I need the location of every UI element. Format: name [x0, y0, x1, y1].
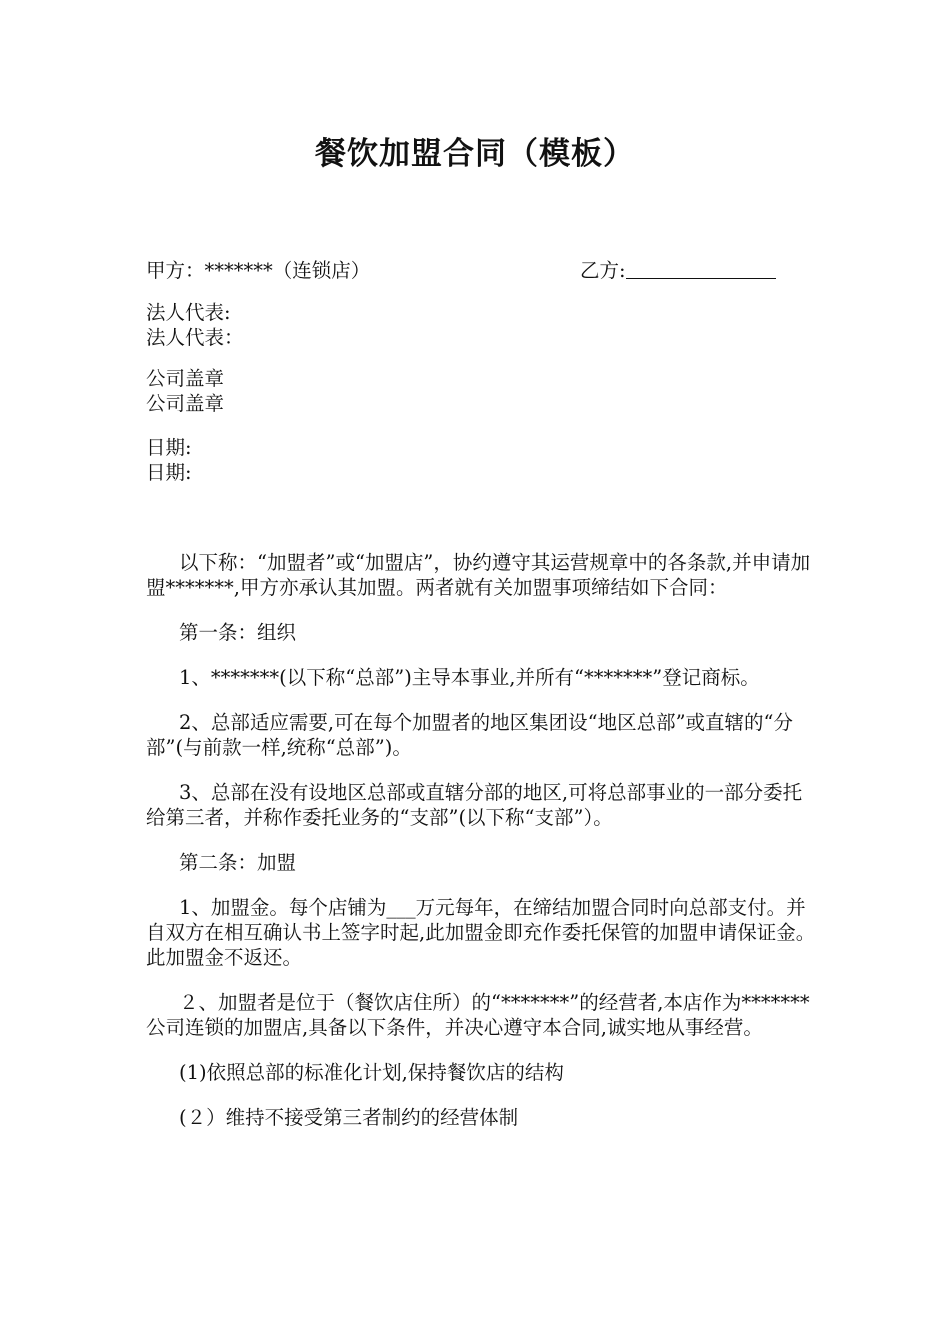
seal-1: 公司盖章 [146, 367, 225, 390]
article-2-item-1: (1)依照总部的标准化计划,保持餐饮店的结构 [179, 1061, 564, 1084]
party-b-label: 乙方: [580, 259, 626, 282]
legal-rep-1: 法人代表: [146, 301, 231, 324]
page-title: 餐饮加盟合同（模板） [315, 136, 635, 172]
article-1-clause-2: 2、总部适应需要,可在每个加盟者的地区集团设“地区总部”或直辖的“分部”(与前款一样,统称“总部”)。 [146, 711, 794, 759]
party-b-blank [626, 260, 776, 279]
legal-rep-2: 法人代表： [146, 326, 244, 349]
article-2-item-2: (２）维持不接受第三者制约的经营体制 [179, 1106, 519, 1129]
article-2-clause-1: 1、加盟金。每个店铺为___万元每年，在缔结加盟合同时向总部支付。并自双方在相互确认书上签字时起,此加盟金即充作委托保管的加盟申请保证金。此加盟金不返还。 [146, 896, 816, 969]
article-1-clause-1: 1、*******(以下称“总部”)主导本事业,并所有“*******”登记商标。 [179, 666, 760, 689]
intro-paragraph: 以下称：“加盟者”或“加盟店”，协约遵守其运营规章中的各条款,并申请加盟*******,甲方亦承认其加盟。两者就有关加盟事项缔结如下合同： [146, 551, 811, 599]
party-b-line [580, 258, 776, 283]
date-1: 日期: [146, 436, 192, 459]
article-2-heading: 第二条：加盟 [179, 851, 297, 874]
date-2: 日期: [146, 461, 192, 484]
contract-body [146, 550, 816, 1130]
article-2-clause-2: ２、加盟者是位于（餐饮店住所）的“*******”的经营者,本店作为*******公司连锁的加盟店,具备以下条件，并决心遵守本合同,诚实地从事经营。 [146, 991, 810, 1039]
article-1-clause-3: 3、总部在没有设地区总部或直辖分部的地区,可将总部事业的一部分委托给第三者，并称作委托业务的“支部”(以下称“支部”）。 [146, 781, 803, 829]
seal-2: 公司盖章 [146, 392, 225, 415]
article-1-heading: 第一条：组织 [179, 621, 297, 644]
party-a-line: 甲方：*******（连锁店） [146, 259, 371, 282]
